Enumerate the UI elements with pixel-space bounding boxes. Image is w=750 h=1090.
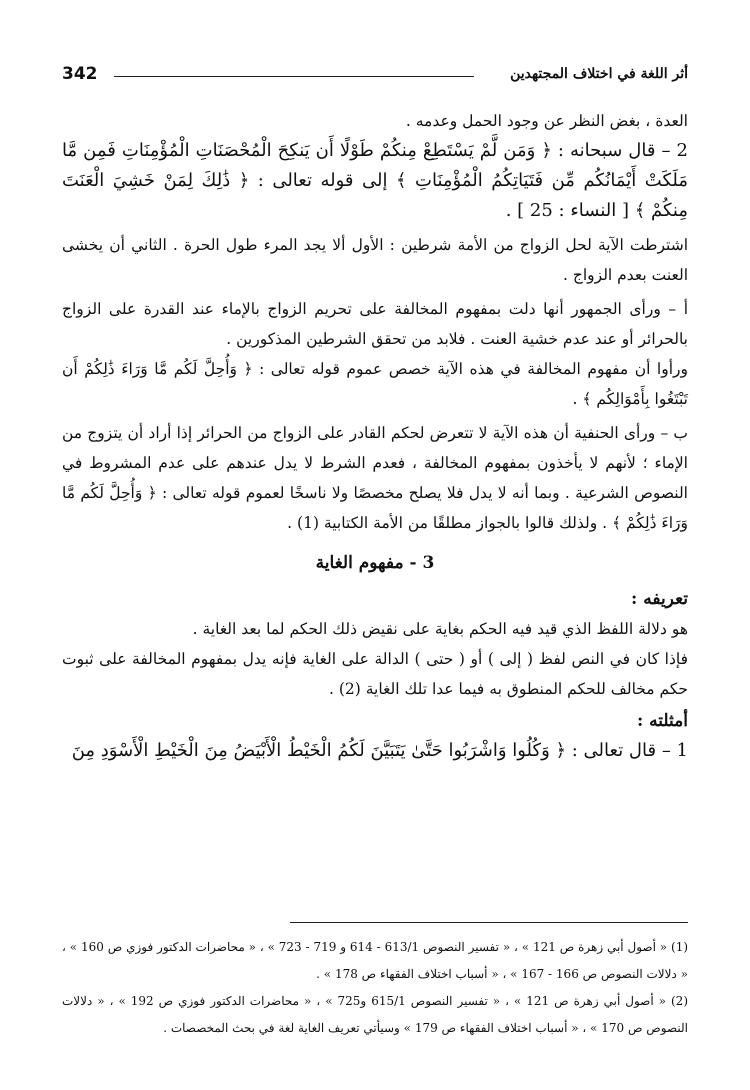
footnote-rule [290, 922, 688, 923]
definition-paragraph-1: هو دلالة اللفظ الذي قيد فيه الحكم بغاية على نقيض ذلك الحكم لما بعد الغاية . [192, 620, 688, 638]
page-number: 342 [62, 64, 98, 84]
examples-heading: أمثلته : [636, 711, 688, 731]
footnote-2: (2) « أصول أبي زهرة ص 121 » ، « تفسير النصوص 615/1 و725 » ، « محاضرات الدكتور فوزي ص 192 » ، « دلالات النصوص ص 170 » ، « أسباب اختلاف الفقهاء ص 179 » وسيأتي تعريف الغاية لغة في بحث المخصصات . [62, 994, 688, 1035]
paragraph-6: ب – ورأى الحنفية أن هذه الآية لا تتعرض لحكم القادر على الزواج من الحرائر إذا أراد أن يتزوج من الإماء ؛ لأنهم لا يأخذون بمفهوم المخالفة ، فعدم الشرط لا يدل عندهم على عدم المشروط في النصوص الشرعية . وبما أنه لا يدل فلا يصلح مخصصًا ولا ناسخًا لعموم قوله تعالى : ﴿ وَأُحِلَّ لَكُم مَّا وَرَاءَ ذَٰلِكُمْ ﴾ . ولذلك قالوا بالجواز مطلقًا من الأمة الكتابية (1) . [62, 424, 688, 532]
page-body [62, 106, 688, 766]
footnote-1: (1) « أصول أبي زهرة ص 121 » ، « تفسير النصوص 613/1 - 614 و 719 - 723 » ، « محاضرات الدكتور فوزي ص 160 » ، « دلالات النصوص ص 166 - 167 » ، « أسباب اختلاف الفقهاء ص 178 » . [62, 940, 689, 981]
footnotes [62, 934, 688, 1042]
paragraph-2: 2 – قال سبحانه : ﴿ وَمَن لَّمْ يَسْتَطِعْ مِنكُمْ طَوْلًا أَن يَنكِحَ الْمُحْصَنَاتِ الْمُؤْمِنَاتِ فَمِن مَّا مَلَكَتْ أَيْمَانُكُم مِّن فَتَيَاتِكُمُ الْمُؤْمِنَاتِ ﴾ إلى قوله تعالى : ﴿ ذَٰلِكَ لِمَنْ خَشِيَ الْعَنَتَ مِنكُمْ ﴾ [ النساء : 25 ] . [62, 140, 688, 221]
definition-paragraph-2: فإذا كان في النص لفظ ( إلى ) أو ( حتى ) الدالة على الغاية فإنه يدل بمفهوم المخالفة على ثبوت حكم مخالف للحكم المنطوق به فيما عدا تلك الغاية (2) . [62, 650, 688, 698]
paragraph-5: ورأوا أن مفهوم المخالفة في هذه الآية خصص عموم قوله تعالى : ﴿ وَأُحِلَّ لَكُم مَّا وَرَاءَ ذَٰلِكُمْ أَن تَبْتَغُوا بِأَمْوَالِكُم ﴾ . [62, 360, 688, 408]
running-title: أثر اللغة في اختلاف المجتهدين [510, 66, 688, 82]
paragraph-4: أ – ورأى الجمهور أنها دلت بمفهوم المخالفة على تحريم الزواج بالإماء عند القدرة على الزواج بالحرائر أو عند عدم خشية العنت . فلابد من تحقق الشرطين المذكورين . [62, 300, 688, 348]
example-1: 1 – قال تعالى : ﴿ وَكُلُوا وَاشْرَبُوا حَتَّىٰ يَتَبَيَّنَ لَكُمُ الْخَيْطُ الْأَبْيَضُ مِنَ الْخَيْطِ الْأَسْوَدِ مِنَ [71, 740, 688, 761]
paragraph-3: اشترطت الآية لحل الزواج من الأمة شرطين : الأول ألا يجد المرء طول الحرة . الثاني أن يخشى العنت بعدم الزواج . [62, 236, 688, 284]
header-rule [114, 76, 474, 77]
section-heading: 3 - مفهوم الغاية [315, 553, 435, 573]
page-header [62, 62, 688, 92]
paragraph-1: العدة ، بغض النظر عن وجود الحمل وعدمه . [405, 112, 688, 130]
definition-heading: تعريفه : [631, 589, 688, 609]
